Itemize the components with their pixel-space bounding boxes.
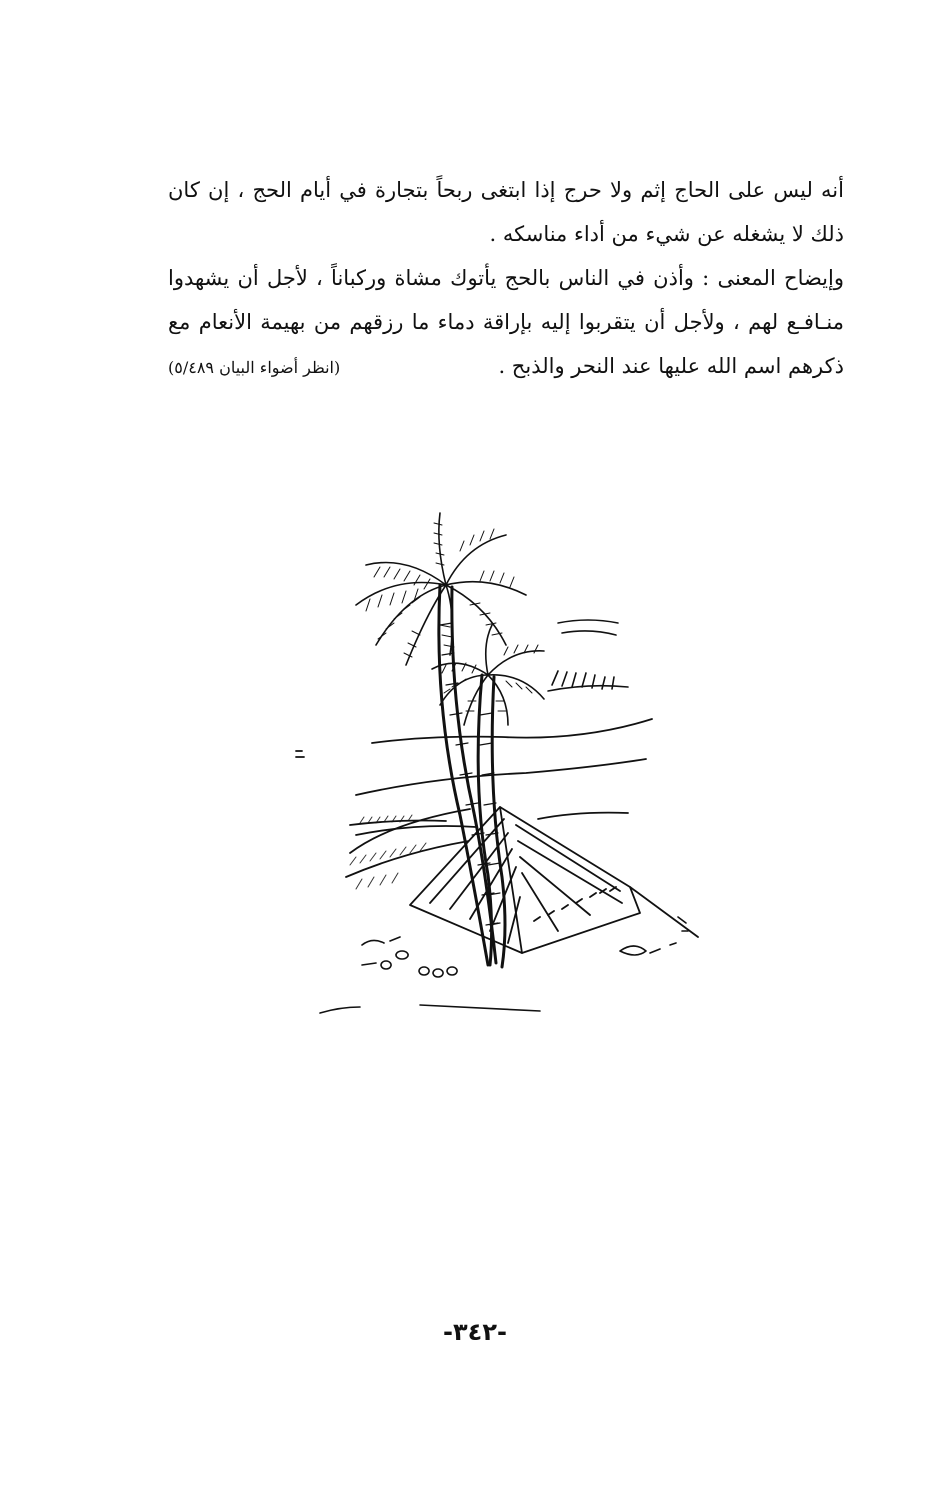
- text-line-4: منـافـع لهم ، ولأجل أن يتقربوا إليه بإراقة دماء ما رزقهم من بهيمة الأنعام مع: [168, 310, 844, 334]
- dune-shading: [350, 815, 426, 889]
- palm-fronds-small: [432, 625, 544, 725]
- foreground-line: [320, 1005, 540, 1013]
- source-reference: (انظر أضواء البيان ٥/٤٨٩): [168, 358, 341, 377]
- text-line-1: أنه ليس على الحاج إثم ولا حرج إذا ابتغى ربحاً بتجارة في أيام الحج ، إن كان: [168, 178, 844, 202]
- body-text: [168, 168, 844, 390]
- text-line-3: وإيضاح المعنى : وأذن في الناس بالحج يأتوك مشاة وركباناً ، لأجل أن يشهدوا: [168, 266, 844, 290]
- text-line-5: [168, 344, 844, 390]
- palm-tent-illustration: [290, 505, 710, 1025]
- tent: [410, 807, 698, 953]
- page-number: -٣٤٢-: [443, 1318, 507, 1346]
- sky-strokes: [548, 620, 628, 691]
- text-line-2: ذلك لا يشغله عن شيء من أداء مناسكه .: [489, 222, 844, 246]
- text-line-5-body: ذكرهم اسم الله عليها عند النحر والذبح .: [498, 354, 844, 378]
